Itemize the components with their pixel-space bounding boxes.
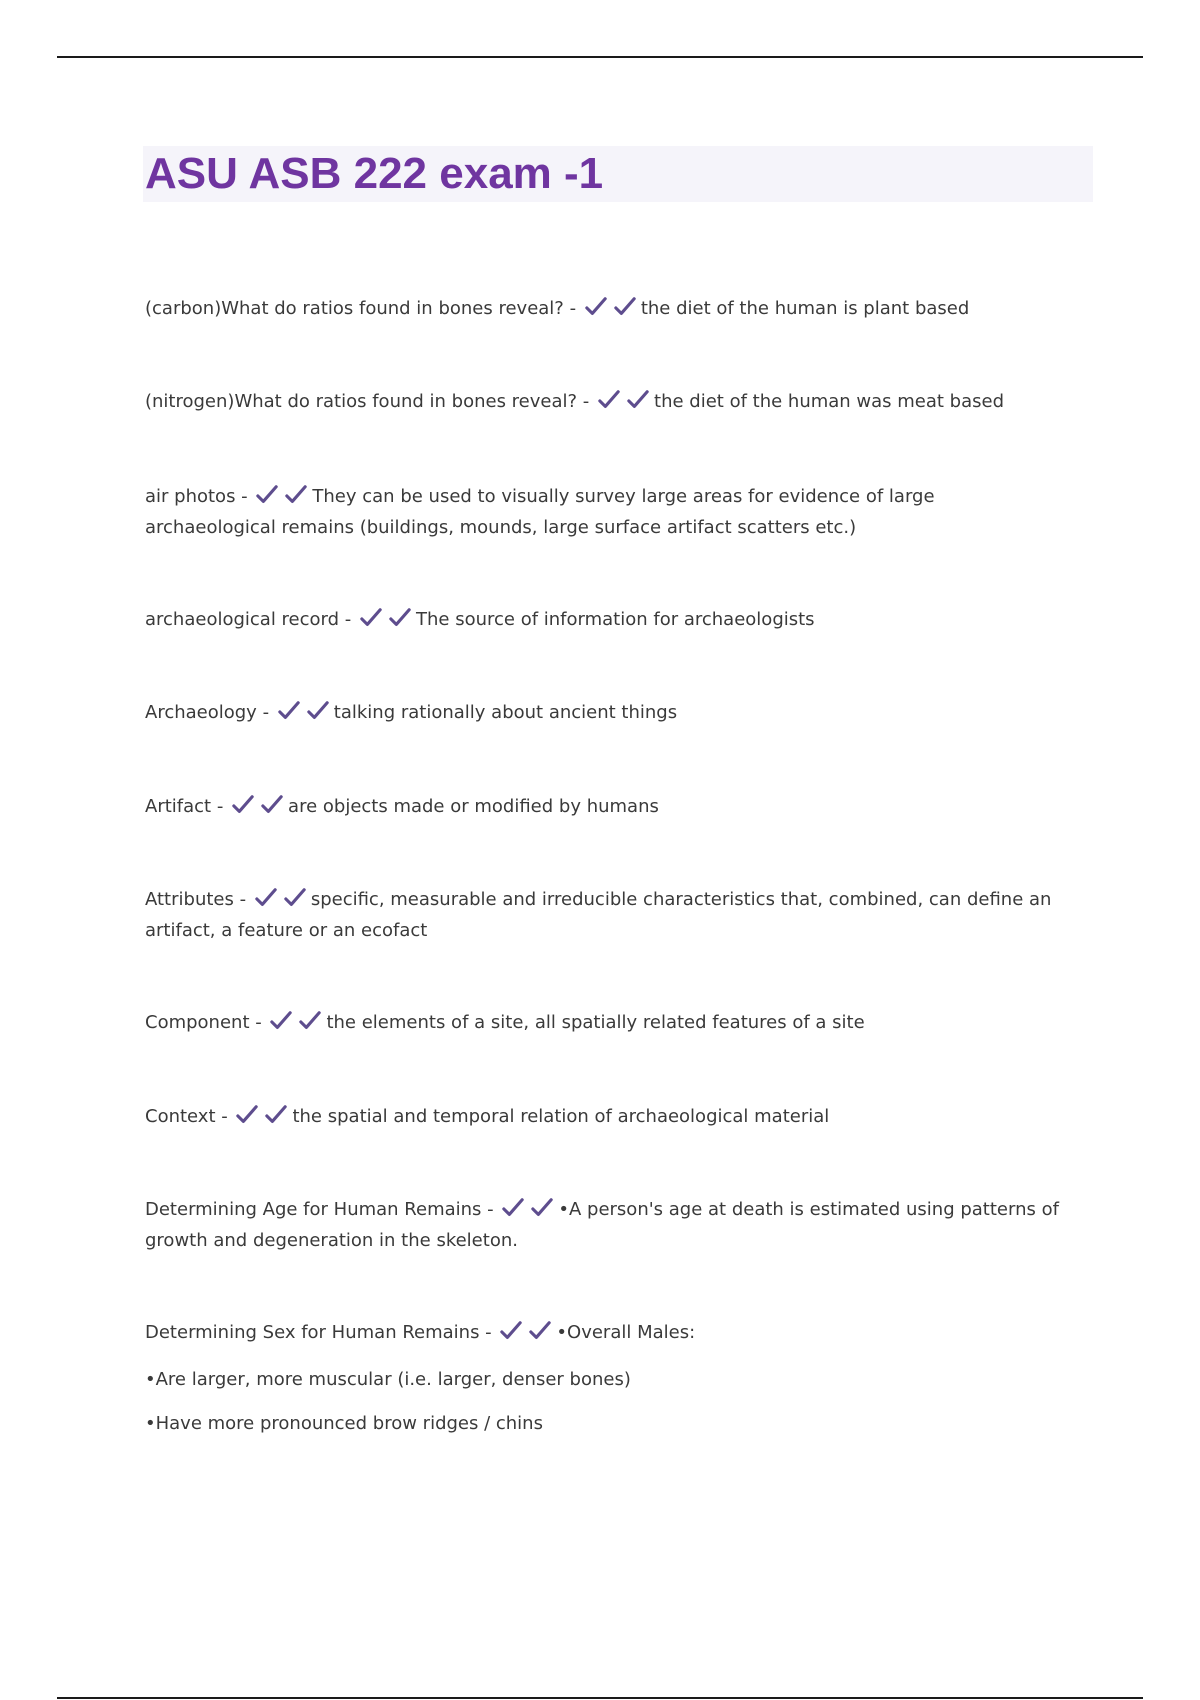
entry-component: [145, 1007, 1065, 1038]
entry-nitrogen-ratios: [145, 386, 1065, 417]
check-icon: [232, 794, 254, 816]
entry-answer: •Overall Males:: [556, 1322, 696, 1343]
entry-term: Component: [145, 1012, 250, 1033]
entry-carbon-ratios: [145, 293, 1065, 324]
continuation-line: •Have more pronounced brow ridges / chins: [145, 1413, 543, 1434]
entry-separator: -: [256, 702, 275, 723]
entry-term: Attributes: [145, 889, 234, 910]
check-icon: [265, 1104, 287, 1126]
check-icon: [500, 1320, 522, 1342]
check-icon: [307, 700, 329, 722]
entry-answer: talking rationally about ancient things: [333, 702, 678, 723]
entry-term: Determining Age for Human Remains: [145, 1199, 482, 1220]
entry-separator: -: [249, 1012, 268, 1033]
entry-separator: -: [563, 298, 582, 319]
entry-separator: -: [235, 486, 254, 507]
entry-answer: They can be used to visually survey large areas for evidence of large archaeological remains (buildings, mounds, large surface artifact scatters etc.): [145, 486, 935, 538]
entry-term: archaeological record: [145, 609, 340, 630]
check-icon: [389, 607, 411, 629]
entry-archaeology: [145, 697, 1065, 728]
check-icon: [270, 1010, 292, 1032]
entry-separator: -: [215, 1106, 234, 1127]
entry-term: Context: [145, 1106, 216, 1127]
check-icon: [614, 296, 636, 318]
entry-term: (carbon)What do ratios found in bones reveal?: [145, 298, 564, 319]
check-icon: [261, 794, 283, 816]
check-icon: [598, 389, 620, 411]
entry-answer: •A person's age at death is estimated using patterns of growth and degeneration in the skeleton.: [145, 1199, 1059, 1251]
entry-determining-sex: [145, 1317, 1065, 1348]
check-icon: [299, 1010, 321, 1032]
entry-answer: the diet of the human was meat based: [654, 391, 1005, 412]
entry-separator: -: [481, 1199, 500, 1220]
entry-attributes: [145, 884, 1065, 946]
bottom-rule: [57, 1697, 1143, 1699]
check-icon: [285, 484, 307, 506]
entry-air-photos: [145, 481, 1065, 543]
entry-answer: the spatial and temporal relation of archaeological material: [292, 1106, 830, 1127]
document-title: ASU ASB 222 exam -1: [145, 149, 604, 198]
entry-separator: -: [211, 796, 230, 817]
entry-separator: -: [479, 1322, 498, 1343]
entry-separator: -: [233, 889, 252, 910]
entry-answer: the diet of the human is plant based: [640, 298, 970, 319]
entry-answer: specific, measurable and irreducible characteristics that, combined, can define an artifact, a feature or an ecofact: [145, 889, 1052, 941]
entry-answer: the elements of a site, all spatially related features of a site: [326, 1012, 865, 1033]
entry-term: Artifact: [145, 796, 212, 817]
entry-archaeological-record: [145, 604, 1065, 635]
check-icon: [627, 389, 649, 411]
continuation-line: •Are larger, more muscular (i.e. larger, denser bones): [145, 1369, 631, 1390]
entry-answer: The source of information for archaeologists: [416, 609, 815, 630]
entry-answer: are objects made or modified by humans: [288, 796, 659, 817]
check-icon: [278, 700, 300, 722]
top-rule: [57, 56, 1143, 58]
check-icon: [284, 887, 306, 909]
entry-artifact: [145, 791, 1065, 822]
check-icon: [529, 1320, 551, 1342]
check-icon: [502, 1197, 524, 1219]
check-icon: [236, 1104, 258, 1126]
entry-determining-age: [145, 1194, 1065, 1256]
entry-separator: -: [339, 609, 357, 630]
entry-term: air photos: [145, 486, 236, 507]
entry-context: [145, 1101, 1065, 1132]
entry-term: Archaeology: [145, 702, 257, 723]
check-icon: [255, 887, 277, 909]
check-icon: [360, 607, 382, 629]
check-icon: [585, 296, 607, 318]
check-icon: [256, 484, 278, 506]
entry-separator: -: [577, 391, 596, 412]
entry-term: Determining Sex for Human Remains: [145, 1322, 480, 1343]
entry-term: (nitrogen)What do ratios found in bones reveal?: [145, 391, 578, 412]
check-icon: [531, 1197, 553, 1219]
